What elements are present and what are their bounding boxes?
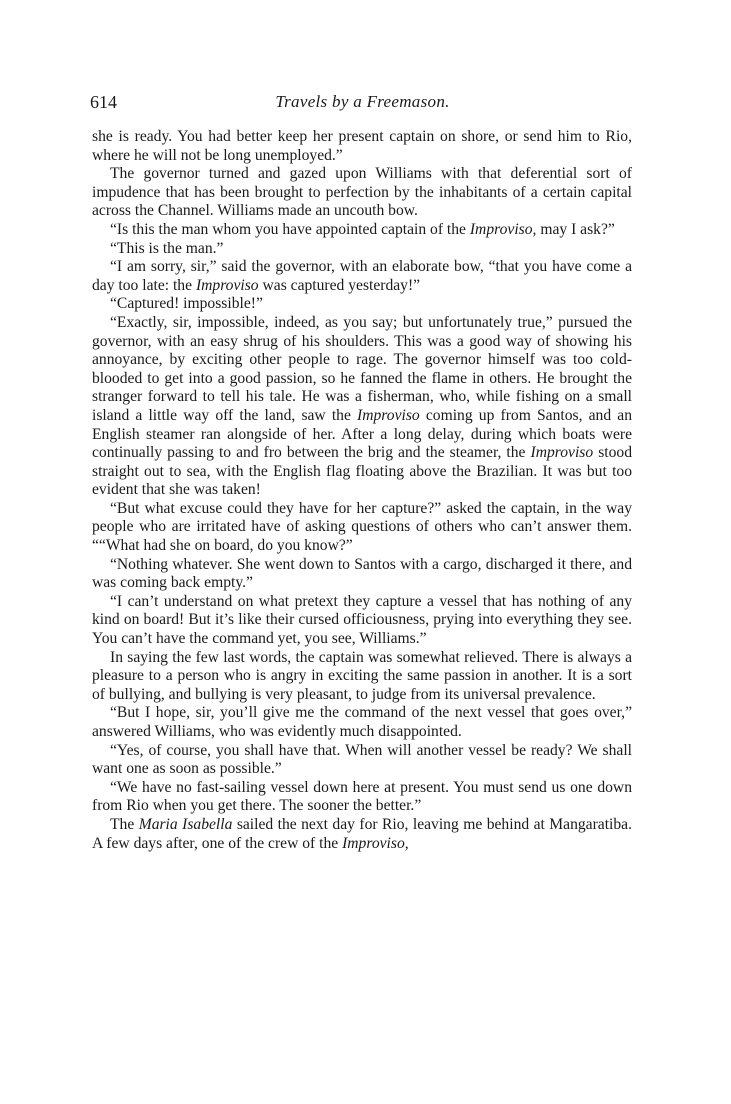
text-segment: she is ready. You had better keep her present captain on shore, or send him to Rio, where he will not be long unemployed.” [92,128,632,164]
running-title: Travels by a Freemason. [275,92,450,111]
paragraph [92,779,632,816]
text-segment: “This is the man.” [110,239,224,257]
page-header [90,92,635,116]
text-segment: may I ask?” [536,220,615,238]
body-text [92,128,632,853]
paragraph [92,295,632,314]
paragraph [92,742,632,779]
text-segment: “I can’t understand on what pretext they capture a vessel that has nothing of any kind on board! But it’s like their cursed officiousness, prying into everything they see. You can’t have the command yet, you see, Williams.” [92,592,632,648]
text-segment: The [110,815,139,833]
text-segment: “But what excuse could they have for her capture?” asked the captain, in the way people who are irritated have of asking questions of others who can’t answer them. ““What had she on board, do you know?” [92,499,632,555]
italic-text: Maria Isabella [138,815,233,833]
italic-text: Improviso [195,276,259,294]
text-segment: “Nothing whatever. She went down to Santos with a cargo, discharged it there, and was coming back empty.” [92,555,632,592]
italic-text: Improviso [530,444,594,462]
text-segment: sailed the next day for Rio, leaving me behind at Mangaratiba. A few days after, one of the crew of the [92,815,632,852]
paragraph [92,258,632,295]
text-segment: “We have no fast-sailing vessel down here at present. You must send us one down from Rio when you get there. The sooner the better.” [92,778,632,815]
text-segment: “Is this the man whom you have appointed captain of the [110,220,470,238]
text-segment: “Captured! impossible!” [110,295,263,313]
paragraph [92,649,632,705]
text-segment: The governor turned and gazed upon Williams with that deferential sort of impudence that has been brought to perfection by the inhabitants of a certain capital across the Channel. Williams made an uncouth bow. [92,165,632,220]
italic-text: Improviso [357,406,420,424]
text-segment: was captured yesterday!” [258,276,421,294]
paragraph [92,500,632,556]
paragraph [92,221,632,240]
paragraph [92,314,632,500]
italic-text: Improviso, [469,220,537,238]
text-segment: “I am sorry, sir,” said the governor, with an elaborate bow, “that you have come a day too late: the [92,258,632,294]
text-segment: stood straight out to sea, with the English flag floating above the Brazilian. It was but too evident that she was taken! [92,444,632,499]
paragraph [92,240,632,259]
text-segment: “Exactly, sir, impossible, indeed, as you say; but unfortunately true,” pursued the governor, with an easy shrug of his shoulders. This was a good way of showing his annoyance, by exciting other people to rage. The governor himself was too cold-blooded to get into a good passion, so he fanned the flame in others. He brought the stranger forward to tell his tale. He was a fisherman, who, while fishing on a small island a little way off the land, saw the [92,313,632,424]
paragraph [92,165,632,221]
text-segment: “But I hope, sir, you’ll give me the command of the next vessel that goes over,” answered Williams, who was evidently much disappointed. [92,704,632,740]
paragraph [92,704,632,741]
italic-text: Improviso, [342,834,409,852]
paragraph [92,556,632,593]
text-segment: coming up from Santos, and an English steamer ran alongside of her. After a long delay, during which boats were continually passing to and fro between the brig and the steamer, the [92,406,632,462]
text-segment: In saying the few last words, the captain was somewhat relieved. There is always a pleasure to a person who is angry in exciting the same passion in another. It is a sort of bullying, and bullying is very pleasant, to judge from its universal prevalence. [92,648,632,703]
page-number: 614 [90,92,117,112]
paragraph [92,816,632,853]
paragraph [92,128,632,165]
paragraph [92,593,632,649]
text-segment: “Yes, of course, you shall have that. When will another vessel be ready? We shall want one as soon as possible.” [92,741,632,778]
